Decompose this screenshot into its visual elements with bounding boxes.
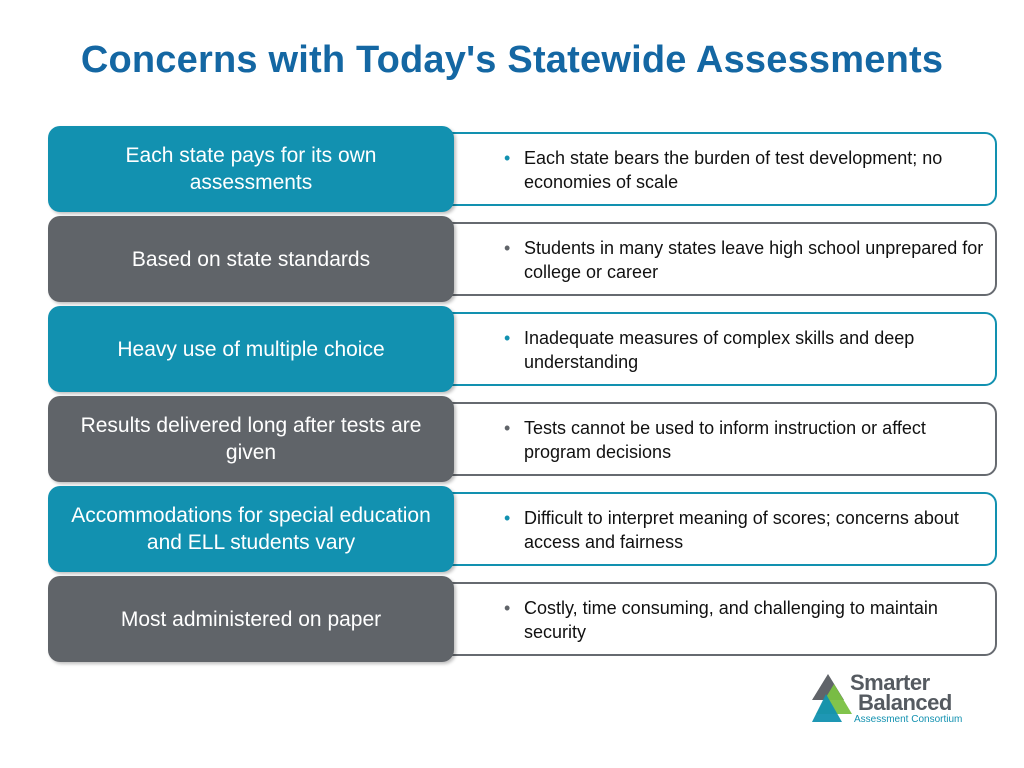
logo-tagline: Assessment Consortium xyxy=(854,714,963,725)
concern-box: Heavy use of multiple choice xyxy=(48,306,454,392)
impact-text: Tests cannot be used to inform instruction or affect program decisions xyxy=(524,418,926,462)
impact-text: Students in many states leave high school unprepared for college or career xyxy=(524,238,984,282)
impact-box xyxy=(438,402,997,476)
bullet-icon: • xyxy=(504,598,511,618)
impact-bullet xyxy=(504,326,984,374)
bullet-icon: • xyxy=(504,508,511,528)
bullet-icon: • xyxy=(504,238,511,258)
impact-text: Costly, time consuming, and challenging to maintain security xyxy=(524,598,938,642)
bullet-icon: • xyxy=(504,148,511,168)
logo-word-smarter: Smarter xyxy=(850,670,930,695)
concern-box: Accommodations for special education and ELL students vary xyxy=(48,486,454,572)
concern-row xyxy=(48,486,996,572)
impact-bullet xyxy=(504,596,984,644)
impact-bullet xyxy=(504,416,984,464)
bullet-icon: • xyxy=(504,418,511,438)
impact-box xyxy=(438,582,997,656)
impact-bullet xyxy=(504,236,984,284)
concern-row xyxy=(48,126,996,212)
impact-box xyxy=(438,222,997,296)
concern-row xyxy=(48,306,996,392)
concerns-list xyxy=(48,126,996,666)
concern-row xyxy=(48,576,996,662)
impact-bullet xyxy=(504,146,984,194)
concern-row xyxy=(48,396,996,482)
impact-text: Each state bears the burden of test development; no economies of scale xyxy=(524,148,943,192)
logo-triangles-icon xyxy=(812,674,852,726)
concern-box: Most administered on paper xyxy=(48,576,454,662)
concern-box: Results delivered long after tests are given xyxy=(48,396,454,482)
impact-box xyxy=(438,492,997,566)
impact-box xyxy=(438,312,997,386)
impact-box xyxy=(438,132,997,206)
slide-title: Concerns with Today's Statewide Assessments xyxy=(80,39,944,81)
concern-box: Each state pays for its own assessments xyxy=(48,126,454,212)
impact-bullet xyxy=(504,506,984,554)
logo-word-balanced: Balanced xyxy=(858,690,952,715)
concern-box: Based on state standards xyxy=(48,216,454,302)
impact-text: Difficult to interpret meaning of scores; concerns about access and fairness xyxy=(524,508,959,552)
smarter-balanced-logo xyxy=(812,672,982,728)
impact-text: Inadequate measures of complex skills and deep understanding xyxy=(524,328,915,372)
bullet-icon: • xyxy=(504,328,511,348)
concern-row xyxy=(48,216,996,302)
